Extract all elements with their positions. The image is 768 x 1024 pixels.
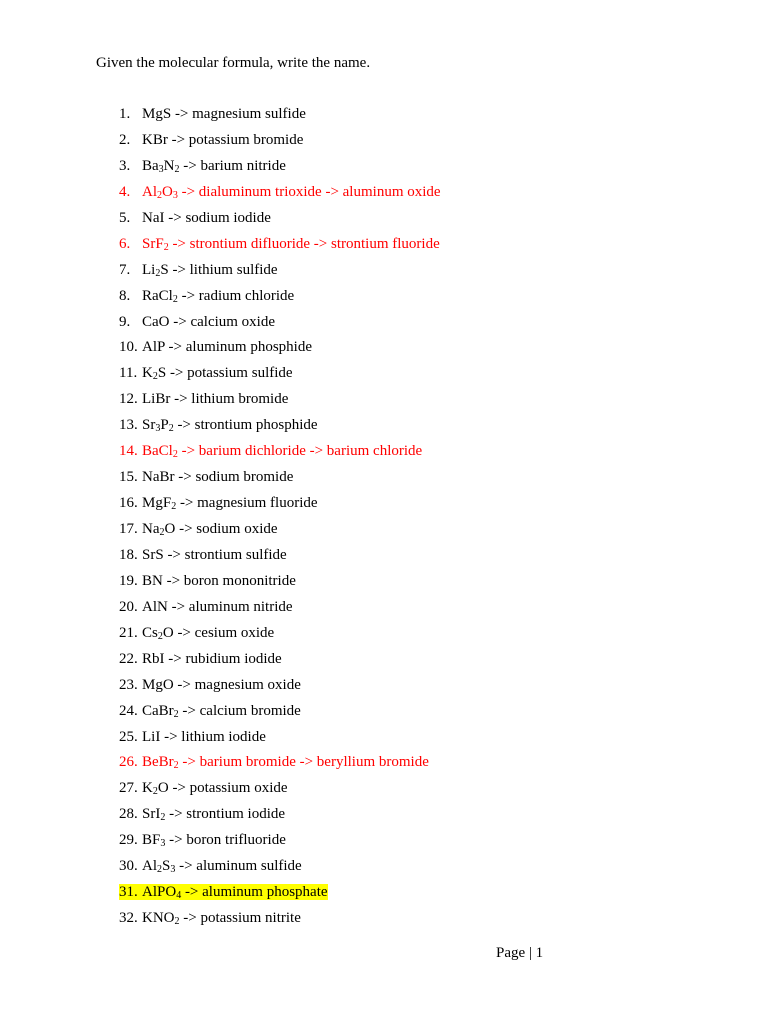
formula-element: Ba — [142, 157, 159, 174]
item-number: 23. — [119, 676, 138, 693]
formula-subscript: 2 — [172, 293, 178, 305]
item-number: 20. — [119, 598, 138, 615]
compound-name: -> calcium oxide — [169, 313, 276, 330]
compound-name: -> potassium nitrite — [179, 910, 301, 927]
formula-element: Na — [142, 521, 160, 537]
list-item — [119, 881, 441, 907]
compound-name: -> dialuminum trioxide -> aluminum oxide — [177, 183, 441, 200]
formula-element: SrI — [142, 806, 161, 823]
compound-name: -> lithium iodide — [160, 728, 266, 745]
compound-name: -> aluminum sulfide — [175, 858, 302, 875]
formula-element: Al — [142, 183, 157, 200]
list-item — [119, 544, 441, 570]
compound-name: -> potassium sulfide — [166, 365, 293, 382]
formula-subscript: 3 — [158, 163, 164, 175]
list-item — [119, 648, 441, 674]
formula-subscript: 2 — [163, 241, 169, 253]
compound-name: -> barium bromide -> beryllium bromide — [178, 754, 429, 771]
compound-name: -> magnesium oxide — [173, 676, 301, 693]
item-number: 7. — [119, 261, 131, 278]
list-item-content — [119, 106, 306, 122]
item-number: 19. — [119, 572, 138, 589]
formula-subscript: 2 — [157, 630, 163, 642]
formula-element: BN — [142, 572, 163, 589]
formula-element: Cs — [142, 624, 158, 641]
compound-name: -> aluminum phosphate — [181, 884, 328, 901]
list-item — [119, 181, 441, 207]
list-item-content — [119, 184, 441, 200]
answer-list — [119, 103, 441, 933]
item-number: 12. — [119, 391, 138, 408]
formula-element: MgS — [142, 106, 172, 122]
item-number: 6. — [119, 235, 131, 252]
compound-name: -> cesium oxide — [173, 624, 275, 641]
compound-name: -> calcium bromide — [178, 702, 301, 719]
chemical-formula — [142, 677, 174, 693]
chemical-formula — [142, 210, 165, 226]
chemical-formula — [142, 184, 178, 200]
formula-element: O — [162, 624, 174, 641]
chemical-formula — [142, 469, 175, 485]
item-number: 15. — [119, 469, 138, 486]
list-item-content — [119, 339, 312, 355]
list-item-content — [119, 729, 266, 745]
chemical-formula — [142, 521, 175, 537]
formula-subscript: 4 — [176, 890, 182, 902]
formula-element: S — [160, 261, 169, 278]
list-item-content — [119, 314, 275, 330]
formula-subscript: 2 — [152, 371, 158, 383]
formula-element: CaBr — [142, 702, 174, 719]
chemical-formula — [142, 573, 163, 589]
formula-subscript: 2 — [173, 760, 179, 772]
formula-element: AlN — [142, 598, 168, 615]
compound-name: -> sodium oxide — [175, 521, 278, 537]
item-number: 9. — [119, 313, 131, 330]
formula-element: NaBr — [142, 469, 175, 486]
formula-element: P — [160, 417, 169, 434]
formula-subscript: 3 — [160, 838, 166, 850]
item-number: 22. — [119, 650, 138, 667]
chemical-formula — [142, 703, 179, 719]
chemical-formula — [142, 729, 160, 745]
formula-subscript: 2 — [174, 916, 180, 928]
item-number: 10. — [119, 339, 138, 356]
chemical-formula — [142, 910, 180, 926]
chemical-formula — [142, 832, 165, 848]
list-item-content — [119, 651, 282, 667]
item-number: 13. — [119, 417, 138, 434]
list-item-content — [119, 858, 302, 874]
formula-element: AlPO — [142, 884, 177, 901]
list-item-content — [119, 417, 318, 433]
list-item-content — [119, 391, 288, 407]
compound-name: -> strontium sulfide — [163, 546, 287, 563]
chemical-formula — [142, 599, 168, 615]
formula-element: RaCl — [142, 287, 173, 304]
list-item — [119, 103, 441, 129]
list-item-content — [119, 599, 293, 615]
list-item — [119, 751, 441, 777]
compound-name: -> rubidium iodide — [164, 650, 282, 667]
formula-subscript: 2 — [159, 527, 165, 538]
list-item-content — [119, 884, 328, 900]
compound-name: -> lithium sulfide — [168, 261, 278, 278]
list-item-content — [119, 677, 301, 693]
item-number: 4. — [119, 183, 131, 200]
compound-name: -> sodium bromide — [174, 469, 294, 486]
page-footer: Page | 1 — [496, 945, 544, 961]
list-item-content — [119, 573, 296, 589]
formula-element: MgF — [142, 495, 172, 512]
compound-name: -> strontium difluoride -> strontium fluoride — [168, 235, 440, 252]
list-item — [119, 336, 441, 362]
chemical-formula — [142, 314, 170, 330]
item-number: 29. — [119, 832, 138, 849]
list-item-content — [119, 288, 294, 304]
item-number: 14. — [119, 443, 138, 460]
compound-name: -> sodium iodide — [164, 209, 271, 226]
item-number: 11. — [119, 365, 138, 382]
formula-element: KBr — [142, 131, 168, 148]
list-item — [119, 129, 441, 155]
instruction-text: Given the molecular formula, write the name. — [96, 55, 371, 71]
list-item-content — [119, 210, 271, 226]
compound-name: -> barium nitride — [179, 157, 286, 174]
list-item — [119, 388, 441, 414]
chemical-formula — [142, 132, 168, 148]
compound-name: -> magnesium sulfide — [171, 106, 306, 122]
chemical-formula — [142, 780, 169, 796]
item-number: 25. — [119, 728, 138, 745]
item-number: 8. — [119, 287, 131, 304]
list-item-content — [119, 832, 286, 848]
list-item-content — [119, 132, 303, 148]
chemical-formula — [142, 262, 169, 278]
compound-name: -> strontium iodide — [165, 806, 286, 823]
chemical-formula — [142, 365, 166, 381]
chemical-formula — [142, 547, 164, 563]
formula-element: O — [162, 183, 173, 200]
item-number: 3. — [119, 157, 131, 174]
formula-element: K — [142, 780, 153, 797]
list-item-content — [119, 806, 285, 822]
list-item — [119, 207, 441, 233]
list-item — [119, 492, 441, 518]
formula-subscript: 2 — [168, 423, 174, 435]
formula-element: KNO — [142, 910, 175, 927]
chemical-formula — [142, 858, 175, 874]
compound-name: -> lithium bromide — [170, 391, 289, 408]
list-item — [119, 726, 441, 752]
formula-element: N — [163, 157, 175, 174]
formula-element: BeBr — [142, 754, 174, 771]
formula-element: CaO — [142, 313, 170, 330]
compound-name: -> strontium phosphide — [173, 417, 318, 434]
list-item — [119, 311, 441, 337]
list-item — [119, 518, 441, 544]
formula-subscript: 3 — [170, 864, 176, 876]
item-number: 30. — [119, 858, 138, 875]
list-item — [119, 440, 441, 466]
list-item-content — [119, 236, 440, 252]
formula-element: RbI — [142, 650, 165, 667]
item-number: 2. — [119, 131, 131, 148]
formula-element: BF — [142, 832, 161, 849]
list-item — [119, 622, 441, 648]
list-item — [119, 829, 441, 855]
chemical-formula — [142, 236, 169, 252]
list-item-content — [119, 469, 293, 485]
chemical-formula — [142, 443, 178, 459]
formula-subscript: 2 — [160, 812, 166, 824]
formula-element: Li — [142, 261, 156, 278]
compound-name: -> boron mononitride — [162, 572, 296, 589]
formula-element: NaI — [142, 209, 165, 226]
list-item — [119, 803, 441, 829]
list-item-content — [119, 262, 278, 278]
chemical-formula — [142, 158, 180, 174]
list-item — [119, 596, 441, 622]
chemical-formula — [142, 495, 176, 511]
formula-subscript: 2 — [155, 267, 161, 279]
formula-element: SrS — [142, 546, 164, 563]
compound-name: -> magnesium fluoride — [176, 495, 318, 512]
chemical-formula — [142, 754, 179, 770]
formula-subscript: 3 — [155, 423, 161, 435]
formula-element: O — [157, 780, 169, 797]
formula-element: SrF — [142, 235, 164, 252]
formula-subscript: 2 — [172, 449, 178, 461]
item-number: 18. — [119, 546, 138, 563]
formula-subscript: 3 — [172, 189, 178, 201]
list-item-content — [119, 495, 318, 511]
list-item — [119, 674, 441, 700]
list-item-content — [119, 625, 274, 641]
formula-subscript: 2 — [174, 163, 180, 175]
chemical-formula — [142, 806, 165, 822]
list-item — [119, 855, 441, 881]
item-number: 28. — [119, 806, 138, 823]
item-number: 24. — [119, 702, 138, 719]
list-item-content — [119, 910, 301, 926]
item-number: 32. — [119, 910, 138, 927]
chemical-formula — [142, 391, 170, 407]
chemical-formula — [142, 339, 165, 355]
formula-element: LiI — [142, 728, 161, 745]
chemical-formula — [142, 625, 174, 641]
list-item — [119, 777, 441, 803]
compound-name: -> potassium bromide — [167, 131, 304, 148]
compound-name: -> boron trifluoride — [165, 832, 286, 849]
chemical-formula — [142, 288, 178, 304]
list-item — [119, 414, 441, 440]
item-number: 1. — [119, 106, 131, 122]
chemical-formula — [142, 106, 171, 122]
formula-element: K — [142, 365, 153, 382]
compound-name: -> barium dichloride -> barium chloride — [177, 443, 423, 460]
list-item — [119, 233, 441, 259]
formula-subscript: 2 — [157, 189, 162, 201]
formula-element: MgO — [142, 676, 174, 693]
compound-name: -> aluminum nitride — [167, 598, 293, 615]
formula-element: S — [157, 365, 167, 382]
list-item-content — [119, 443, 422, 459]
list-item-content — [119, 547, 287, 563]
list-item — [119, 466, 441, 492]
list-item — [119, 362, 441, 388]
list-item-content — [119, 703, 301, 719]
list-item — [119, 285, 441, 311]
item-number: 5. — [119, 209, 131, 226]
compound-name: -> potassium oxide — [168, 780, 288, 797]
item-number: 21. — [119, 624, 138, 641]
formula-element: Al — [142, 858, 157, 875]
compound-name: -> radium chloride — [177, 287, 295, 304]
item-number: 16. — [119, 495, 138, 512]
item-number: 31. — [119, 884, 138, 901]
formula-element: BaCl — [142, 443, 173, 460]
formula-element: LiBr — [142, 391, 171, 408]
list-item-content — [119, 780, 288, 796]
item-number: 27. — [119, 780, 138, 797]
formula-subscript: 2 — [152, 786, 158, 798]
list-item — [119, 700, 441, 726]
compound-name: -> aluminum phosphide — [164, 339, 312, 356]
item-number: 17. — [119, 521, 138, 537]
list-item — [119, 907, 441, 933]
list-item-content — [119, 754, 429, 770]
chemical-formula — [142, 417, 174, 433]
list-item — [119, 570, 441, 596]
formula-element: Sr — [142, 417, 156, 434]
chemical-formula — [142, 884, 181, 900]
list-item-content — [119, 158, 286, 174]
item-number: 26. — [119, 754, 138, 771]
chemical-formula — [142, 651, 165, 667]
formula-element: AlP — [142, 339, 165, 356]
formula-subscript: 2 — [171, 501, 177, 513]
formula-element: O — [164, 521, 176, 537]
formula-element: S — [162, 858, 171, 875]
list-item-content — [119, 521, 278, 537]
list-item-content — [119, 365, 293, 381]
list-item — [119, 155, 441, 181]
formula-subscript: 2 — [157, 864, 162, 876]
formula-subscript: 2 — [173, 708, 179, 720]
list-item — [119, 259, 441, 285]
